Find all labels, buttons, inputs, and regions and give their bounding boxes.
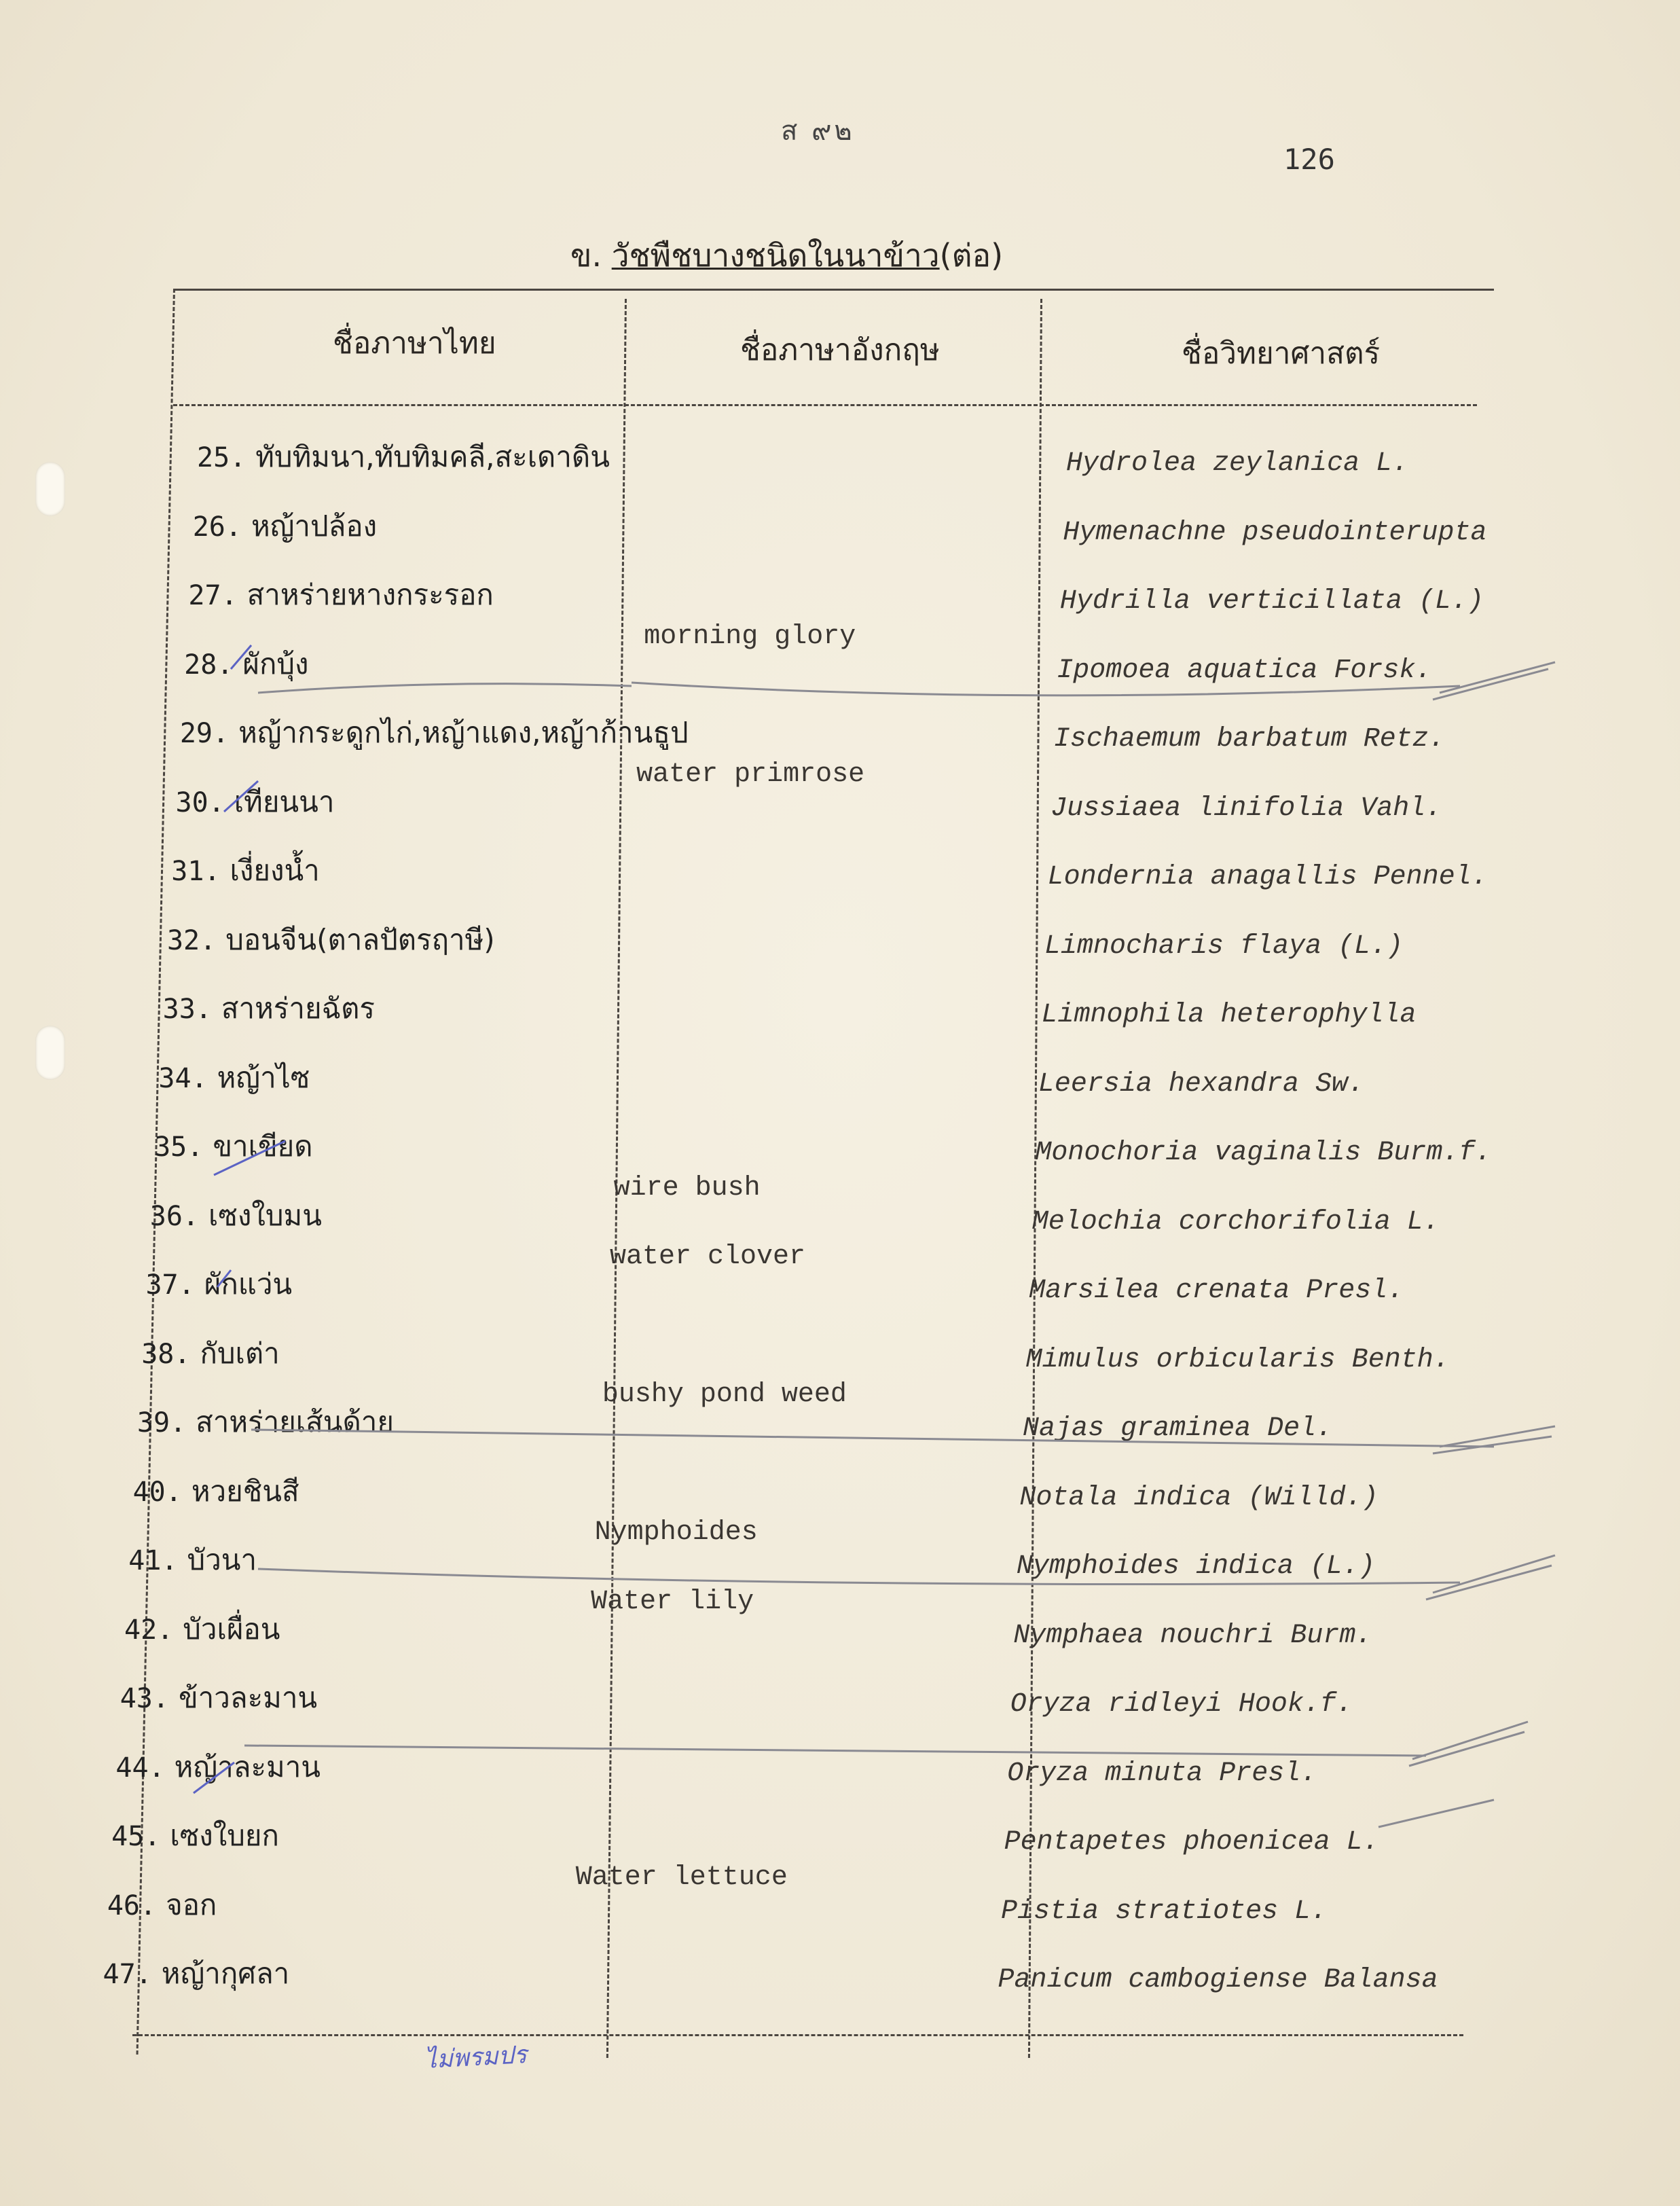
thai-name: สาหร่ายเส้นด้าย	[196, 1405, 394, 1439]
blue-tick-35	[214, 1141, 285, 1175]
row-number: 39.	[136, 1407, 187, 1439]
row-number: 36.	[149, 1200, 200, 1232]
english-name: wire bush	[613, 1172, 761, 1204]
row-number: 30.	[175, 786, 225, 818]
thai-name: เงี่ยงน้ำ	[230, 854, 320, 887]
english-name: Water lettuce	[575, 1862, 788, 1893]
english-name: Water lily	[591, 1586, 754, 1617]
thai-name: หญ้ากระดูกไก่,หญ้าแดง,หญ้าก้านธูป	[238, 716, 689, 749]
scientific-name: Mimulus orbicularis Benth.	[1025, 1344, 1450, 1375]
thai-name: เซงใบยก	[170, 1819, 279, 1852]
title-prefix: ข.	[570, 237, 602, 274]
strike-row-41	[258, 1569, 1460, 1585]
scientific-name: Pentapetes phoenicea L.	[1004, 1827, 1379, 1858]
handwritten-note: ไม่พรมปร	[424, 2041, 528, 2074]
blue-tick-44	[194, 1762, 234, 1793]
row-number: 37.	[145, 1269, 195, 1301]
scientific-name: Oryza ridleyi Hook.f.	[1010, 1689, 1353, 1720]
scientific-name: Limnophila heterophylla	[1041, 1000, 1417, 1030]
english-name: water primrose	[636, 759, 865, 790]
column-header-thai: ชื่อภาษาไทย	[333, 326, 496, 361]
scientific-name: Najas graminea Del.	[1023, 1413, 1333, 1444]
thai-name: เซงใบมน	[208, 1198, 322, 1232]
strike-row-44	[244, 1746, 1426, 1756]
scientific-name: Jussiaea linifolia Vahl.	[1051, 793, 1442, 824]
strike-row-39	[251, 1430, 1494, 1447]
english-name: water clover	[610, 1242, 806, 1272]
thai-name: หญ้ากุศลา	[161, 1957, 290, 1990]
check-mark-39	[1433, 1426, 1555, 1453]
row-number: 43.	[120, 1683, 169, 1714]
thai-name: หญ้าไซ	[217, 1060, 310, 1094]
english-name: bushy pond weed	[602, 1379, 847, 1410]
scientific-name: Londernia anagallis Pennel.	[1047, 862, 1488, 892]
scientific-name: Ipomoea aquatica Forsk.	[1057, 655, 1432, 686]
row-number: 28.	[184, 649, 234, 681]
scientific-name: Limnocharis flaya (L.)	[1044, 930, 1404, 962]
check-mark-41	[1426, 1555, 1555, 1599]
top-mark: ส ๙๒	[781, 115, 855, 147]
row-number: 42.	[124, 1614, 174, 1646]
row-number: 35.	[154, 1132, 204, 1163]
thai-name: บัวนา	[187, 1543, 257, 1576]
scientific-name: Monochoria vaginalis Burm.f.	[1035, 1138, 1492, 1168]
thai-name: บัวเผื่อน	[183, 1612, 280, 1646]
english-name: morning glory	[644, 621, 856, 652]
row-number: 32.	[166, 924, 217, 956]
thai-name: ขาเขียด	[213, 1129, 313, 1163]
thai-name: สาหร่ายหางกระรอก	[246, 578, 494, 611]
row-number: 27.	[188, 580, 238, 611]
check-mark-28	[1433, 662, 1555, 700]
scientific-name: Nymphaea nouchri Burm.	[1013, 1620, 1372, 1651]
row-number: 41.	[128, 1545, 178, 1576]
row-number: 26.	[192, 511, 242, 543]
thai-name: ทับทิมนา,ทับทิมคลี,สะเดาดิน	[255, 440, 610, 473]
scientific-name: Hymenachne pseudointerupta	[1063, 517, 1487, 548]
column-header-scientific: ชื่อวิทยาศาสตร์	[1182, 336, 1381, 371]
scientific-name: Hydrilla verticillata (L.)	[1059, 586, 1484, 617]
check-mark-45	[1378, 1800, 1494, 1827]
title-main: วัชพืชบางชนิดในนาข้าว	[611, 237, 940, 274]
row-number: 33.	[162, 994, 212, 1025]
scientific-name: Nymphoides indica (L.)	[1016, 1551, 1375, 1582]
blue-tick-28	[231, 645, 251, 669]
thai-name: ผักบุ้ง	[242, 647, 309, 681]
row-number: 46.	[107, 1889, 157, 1921]
scientific-name: Melochia corchorifolia L.	[1031, 1206, 1440, 1237]
scientific-name: Marsilea crenata Presl.	[1029, 1276, 1404, 1306]
thai-name: บอนจีน(ตาลปัตรฤาษี)	[225, 922, 495, 956]
scientific-name: Leersia hexandra Sw.	[1038, 1068, 1364, 1100]
row-number: 25.	[197, 442, 246, 473]
thai-name: สาหร่ายฉัตร	[221, 992, 375, 1025]
scientific-name: Pistia stratiotes L.	[1001, 1896, 1328, 1927]
thai-name: กับเต่า	[200, 1336, 280, 1370]
row-number: 38.	[141, 1338, 191, 1370]
row-number: 34.	[158, 1062, 208, 1094]
strike-row-28	[632, 683, 1460, 695]
row-number: 29.	[179, 718, 230, 749]
row-number: 44.	[115, 1752, 165, 1784]
scientific-name: Hydrolea zeylanica L.	[1066, 448, 1409, 479]
row-number: 31.	[171, 856, 221, 887]
english-name: Nymphoides	[594, 1517, 758, 1548]
thai-name: หญ้าละมาน	[174, 1750, 321, 1784]
thai-name: หวยชินสี	[191, 1474, 299, 1508]
scientific-name: Panicum cambogiense Balansa	[998, 1965, 1438, 1995]
scientific-name: Ischaemum barbatum Retz.	[1053, 724, 1445, 755]
blue-tick-37	[217, 1270, 231, 1287]
row-number: 40.	[132, 1476, 182, 1508]
scientific-name: Oryza minuta Presl.	[1007, 1758, 1317, 1789]
check-mark-44	[1409, 1722, 1528, 1766]
row-number: 47.	[103, 1959, 152, 1990]
thai-name: จอก	[166, 1887, 217, 1921]
thai-name: ผักแว่น	[204, 1267, 293, 1301]
title-suffix: (ต่อ)	[939, 237, 1004, 274]
thai-name: หญ้าปล้อง	[251, 509, 378, 543]
blue-tick-30	[224, 781, 258, 812]
column-header-english: ชื่อภาษาอังกฤษ	[740, 333, 940, 367]
thai-name: เทียนนา	[234, 784, 335, 818]
thai-name: ข้าวละมาน	[178, 1681, 318, 1714]
row-number: 45.	[111, 1821, 161, 1852]
strike-row-29-left	[258, 684, 632, 693]
page-number: 126	[1283, 143, 1335, 176]
scientific-name: Notala indica (Willd.)	[1019, 1482, 1378, 1513]
